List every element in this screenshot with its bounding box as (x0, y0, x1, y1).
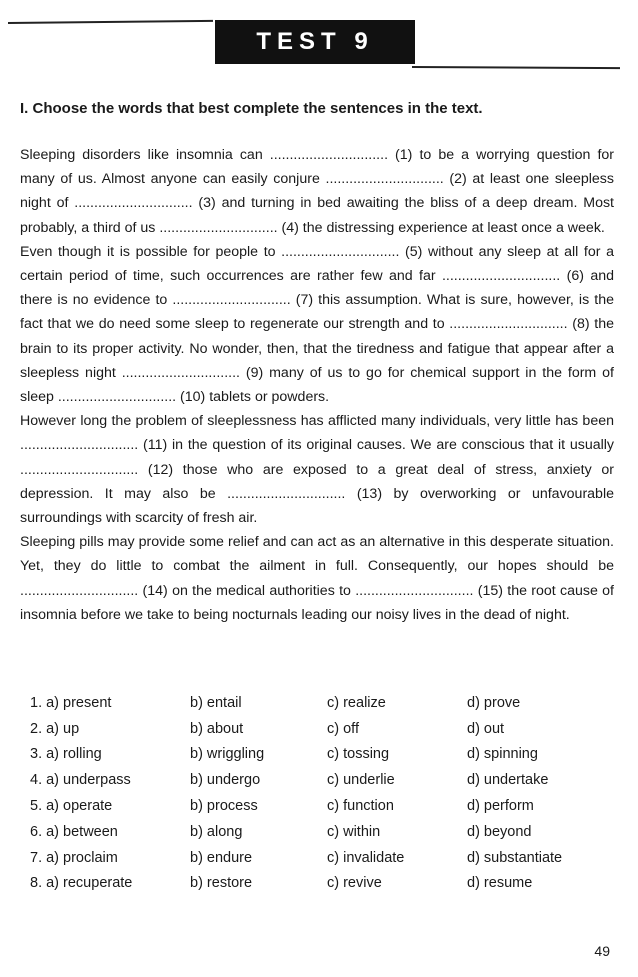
option-d: d) beyond (467, 823, 532, 840)
option-row (30, 871, 610, 897)
option-a: 7. a) proclaim (30, 849, 118, 866)
answer-options (30, 690, 610, 896)
option-d: d) out (467, 720, 505, 737)
option-row (30, 690, 610, 716)
option-b: b) process (190, 798, 258, 815)
option-row (30, 767, 610, 793)
option-b: b) endure (190, 849, 253, 866)
option-a: 2. a) up (30, 720, 80, 737)
option-b: b) undergo (190, 772, 261, 789)
passage-text (20, 143, 614, 627)
option-row (30, 819, 610, 845)
option-b: b) entail (190, 694, 242, 711)
option-a: 6. a) between (30, 823, 118, 840)
section-heading: I. Choose the words that best complete the sentences in the text. (20, 100, 483, 117)
option-d: d) spinning (467, 746, 538, 763)
option-a: 1. a) present (30, 694, 112, 711)
option-d: d) substantiate (467, 849, 563, 866)
option-a: 8. a) recuperate (30, 875, 133, 892)
option-row (30, 793, 610, 819)
option-b: b) along (190, 823, 243, 840)
option-c: c) tossing (327, 746, 390, 763)
option-c: c) function (327, 798, 394, 815)
option-c: c) invalidate (327, 849, 405, 866)
option-a: 5. a) operate (30, 798, 113, 815)
header-rule-left (8, 20, 213, 24)
header-rule-right (412, 66, 620, 69)
option-d: d) resume (467, 875, 533, 892)
passage-paragraph: Sleeping pills may provide some relief and can act as an alternative in this desperate situation. Yet, they do little to combat the ailment in full. Consequently, our hopes should be .............................. (14) on the medical authorities to .............................. (15) the root cause of insomnia before we take to being nocturnals leading our noisy lives in the dead of night. (20, 534, 614, 623)
option-c: c) underlie (327, 772, 395, 789)
option-c: c) off (327, 720, 359, 737)
test-title: TEST 9 (215, 20, 415, 64)
page-number: 49 (594, 943, 610, 959)
option-row (30, 845, 610, 871)
option-row (30, 742, 610, 768)
option-d: d) prove (467, 694, 521, 711)
option-d: d) perform (467, 798, 534, 815)
passage-paragraph: Even though it is possible for people to .............................. (5) without any sleep at all for a certain period of time, such occurrences are rather few and far .............................. (6) and there is no evidence to .............................. (7) this assumption. What is sure, however, is the fact that we do need some sleep to regenerate our strength and to .............................. (8) the brain to its proper activity. No wonder, then, that the tiredness and fatigue that appear after a sleepless night .............................. (9) many of us to go for chemical support in the form of sleep .............................. (10) tablets or powders. (20, 243, 614, 406)
option-row (30, 716, 610, 742)
option-b: b) about (190, 720, 244, 737)
option-b: b) wriggling (190, 746, 265, 763)
passage-paragraph: Sleeping disorders like insomnia can .............................. (1) to be a worrying question for many of us. Almost anyone can easily conjure .............................. (2) at least one sleepless night of .............................. (3) and turning in bed awaiting the bliss of a deep dream. Most probably, a third of us .............................. (4) the distressing experience at least once a week. (20, 147, 614, 236)
option-b: b) restore (190, 875, 253, 892)
option-a: 4. a) underpass (30, 772, 131, 789)
option-c: c) realize (327, 694, 386, 711)
option-d: d) undertake (467, 772, 549, 789)
option-a: 3. a) rolling (30, 746, 102, 763)
option-c: c) revive (327, 875, 382, 892)
passage-paragraph: However long the problem of sleeplessness has afflicted many individuals, very little has been .............................. (11) in the question of its original causes. We are conscious that it usually .............................. (12) those who are exposed to a great deal of stress, anxiety or depression. It may also be .............................. (13) by overworking or unfavourable surroundings with scarcity of fresh air. (20, 413, 614, 527)
option-c: c) within (327, 823, 381, 840)
